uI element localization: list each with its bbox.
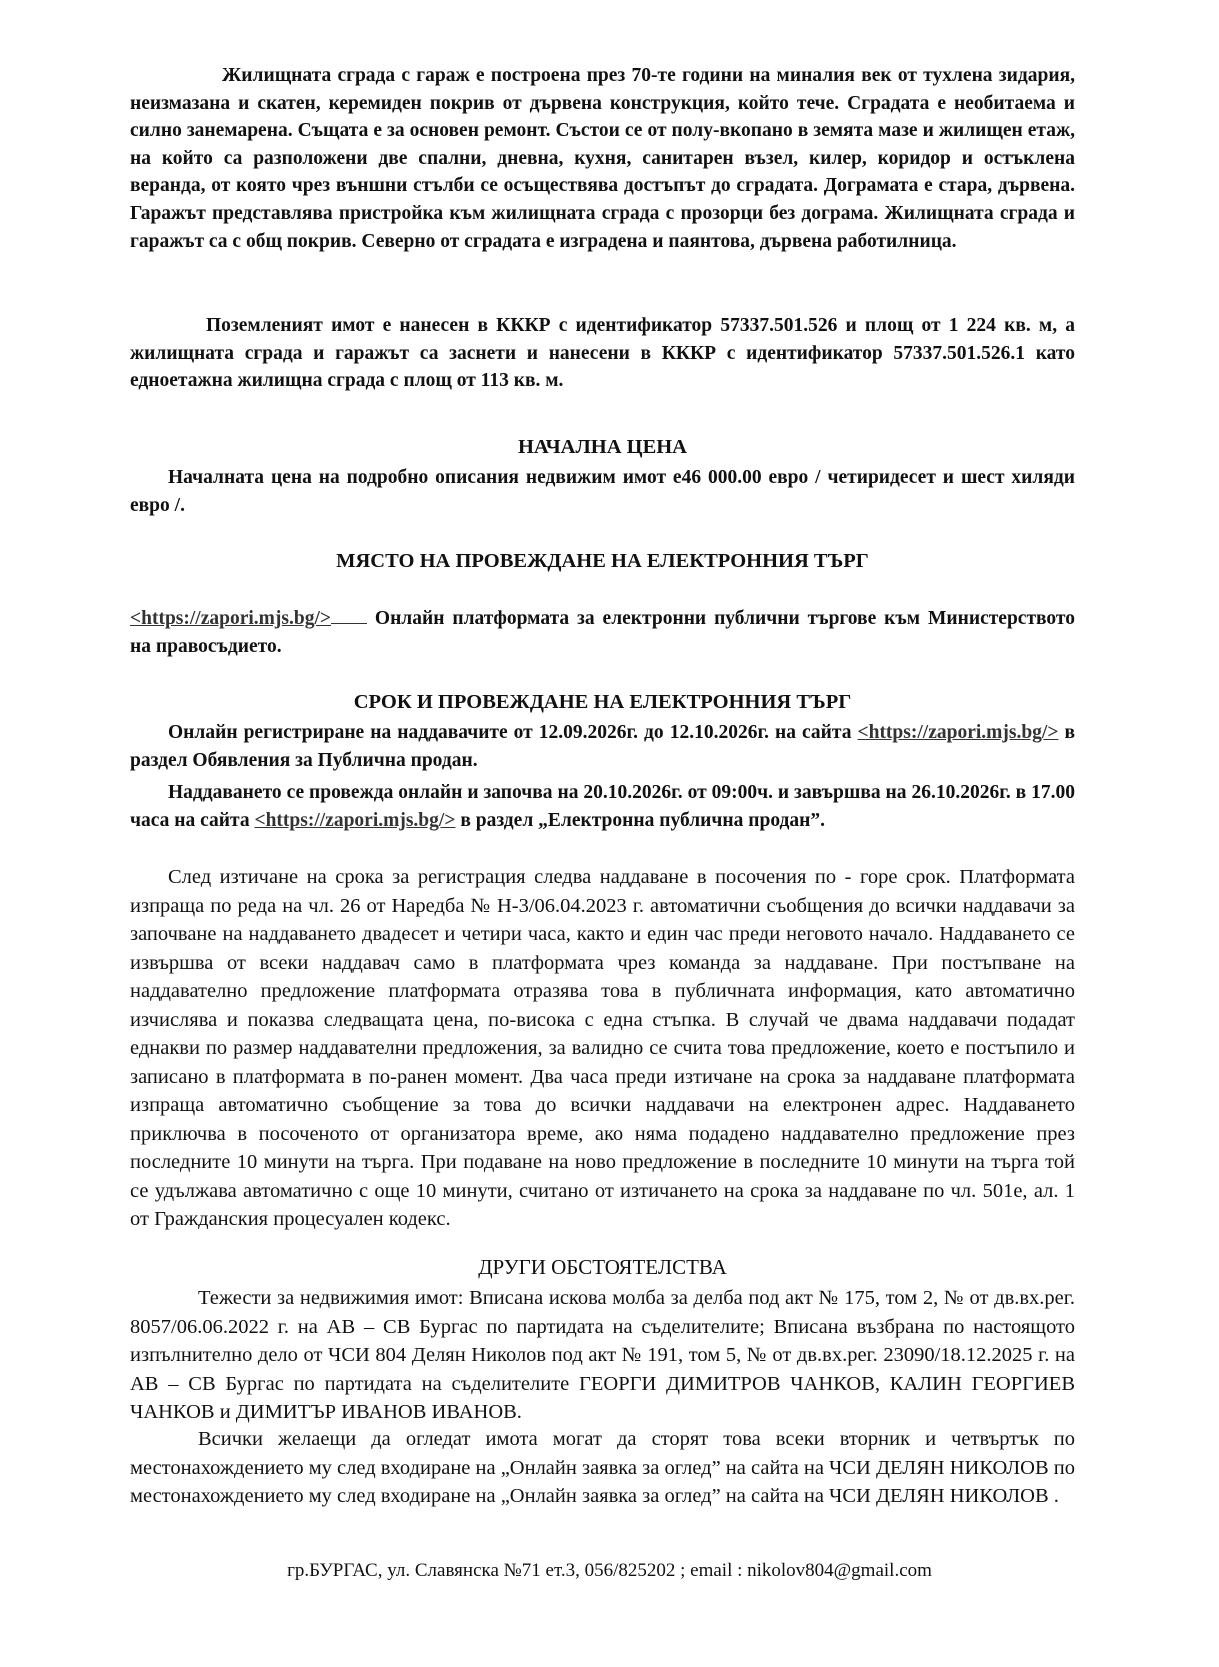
schedule-heading: СРОК И ПРОВЕЖДАНЕ НА ЕЛЕКТРОННИЯ ТЪРГ bbox=[353, 691, 852, 713]
venue-text: Онлайн платформата за електронни публични търгове към Министерството на правосъдието. bbox=[130, 608, 1075, 657]
venue-paragraph bbox=[130, 605, 1075, 660]
price-heading: НАЧАЛНА ЦЕНА bbox=[517, 436, 687, 458]
land-description: Поземленият имот е нанесен в КККР с идентификатор 57337.501.526 и площ от 1 224 кв. м, а жилищната сграда и гаражът са заснети и нанесени в КККР с идентификатор 57337.501.526.1 като едноетажна жилищна сграда с площ от 113 кв. м. bbox=[130, 315, 1075, 392]
venue-link[interactable]: <https://zapori.mjs.bg/> bbox=[130, 608, 331, 629]
building-description: Жилищната сграда с гараж е построена през 70-те години на миналия век от тухлена зидария, неизмазана и скатен, керемиден покрив от дървена конструкция, който тече. Сградата е необитаема и силно занемарена. Същата е за основен ремонт. Състои се от полу-вкопано в земята мазе и жилищен етаж, на който са разположени две спални, дневна, кухня, санитарен възел, килер, коридор и остъклена веранда, от която чрез външни стълби се осъществява достъпът до сградата. Дограмата е стара, дървена. Гаражът представлява пристройка към жилищната сграда с прозорци без дограма. Жилищната сграда и гаражът са с общ покрив. Северно от сградата е изградена и паянтова, дървена работилница. bbox=[130, 65, 1075, 252]
registration-text: Онлайн регистриране на наддавачите от 12.09.2026г. до 12.10.2026г. на сайта bbox=[168, 722, 852, 743]
bidding-rules: След изтичане на срока за регистрация следва наддаване в посочения по - горе срок. Платформата изпраща по реда на чл. 26 от Наредба № Н-3/06.04.2023 г. автоматични съобщения до всички наддавачи за започване на наддаването двадесет и четири часа, както и един час преди неговото начало. Наддаването се извършва от всеки наддавач само в платформата чрез команда за наддаване. При постъпване на наддавателно предложение платформата отразява това в публичната информация, като автоматично изчислява и показва следващата цена, по-висока с една стъпка. В случай че двама наддавачи подадат еднакви по размер наддавателни предложения, за валидно се счита това предложение, което е постъпило и записано в платформата в по-ранен момент. Два часа преди изтичане на срока за наддаване платформата изпраща автоматично съобщение за това до всички наддавачи на електронен адрес. Наддаването приключва в посоченото от организатора време, ако няма подадено наддавателно предложение през последните 10 минути на търга. При подаване на ново предложение в последните 10 минути на търга той се удължава автоматично с още 10 минути, считано от изтичането на срока за наддаване по чл. 501е, ал. 1 от Гражданския процесуален кодекс. bbox=[130, 866, 1075, 1230]
encumbrances-text: Тежести за недвижимия имот: Вписана искова молба за делба под акт № 175, том 2, № от дв.вх.рег. 8057/06.06.2022 г. на АВ – СВ Бургас по партидата на съделителите; Вписана възбрана по настоящото изпълнително дело от ЧСИ 804 Делян Николов под акт № 191, том 5, № от дв.вх.рег. 23090/18.12.2025 г. на АВ – СВ Бургас по партидата на съделителите ГЕОРГИ ДИМИТРОВ ЧАНКОВ, КАЛИН ГЕОРГИЕВ ЧАНКОВ и ДИМИТЪР ИВАНОВ ИВАНОВ. bbox=[130, 1287, 1075, 1423]
venue-heading: МЯСТО НА ПРОВЕЖДАНЕ НА ЕЛЕКТРОННИЯ ТЪРГ bbox=[336, 550, 869, 572]
bidding-section: в раздел „Електронна публична продан”. bbox=[460, 809, 825, 831]
registration-section: в раздел Обявления за Публична продан. bbox=[130, 722, 1076, 771]
registration-link[interactable]: <https://zapori.mjs.bg/> bbox=[857, 722, 1059, 743]
registration-paragraph bbox=[130, 719, 1075, 774]
footer-contact: гр.БУРГАС, ул. Славянска №71 ет.3, 056/825202 ; email : nikolov804@gmail.com bbox=[287, 1560, 932, 1581]
price-text: Началната цена на подробно описания недвижим имот е46 000.00 евро / четиридесет и шест хиляди евро /. bbox=[130, 467, 1075, 516]
bidding-paragraph bbox=[130, 779, 1075, 834]
bidding-link[interactable]: <https://zapori.mjs.bg/> bbox=[254, 809, 456, 831]
other-heading: ДРУГИ ОБСТОЯТЕЛСТВА bbox=[478, 1255, 727, 1279]
viewing-text: Всички желаещи да огледат имота могат да сторят това всеки вторник и четвъртък по местонахождението му след входиране на „Онлайн заявка за оглед” на сайта на ЧСИ ДЕЛЯН НИКОЛОВ по местонахождението му след входиране на „Онлайн заявка за оглед” на сайта на ЧСИ ДЕЛЯН НИКОЛОВ . bbox=[130, 1428, 1075, 1507]
bidding-text: Наддаването се провежда онлайн и започва на 20.10.2026г. от 09:00ч. и завършва на 26.10.2026г. в 17.00 часа на сайта bbox=[130, 782, 1075, 831]
